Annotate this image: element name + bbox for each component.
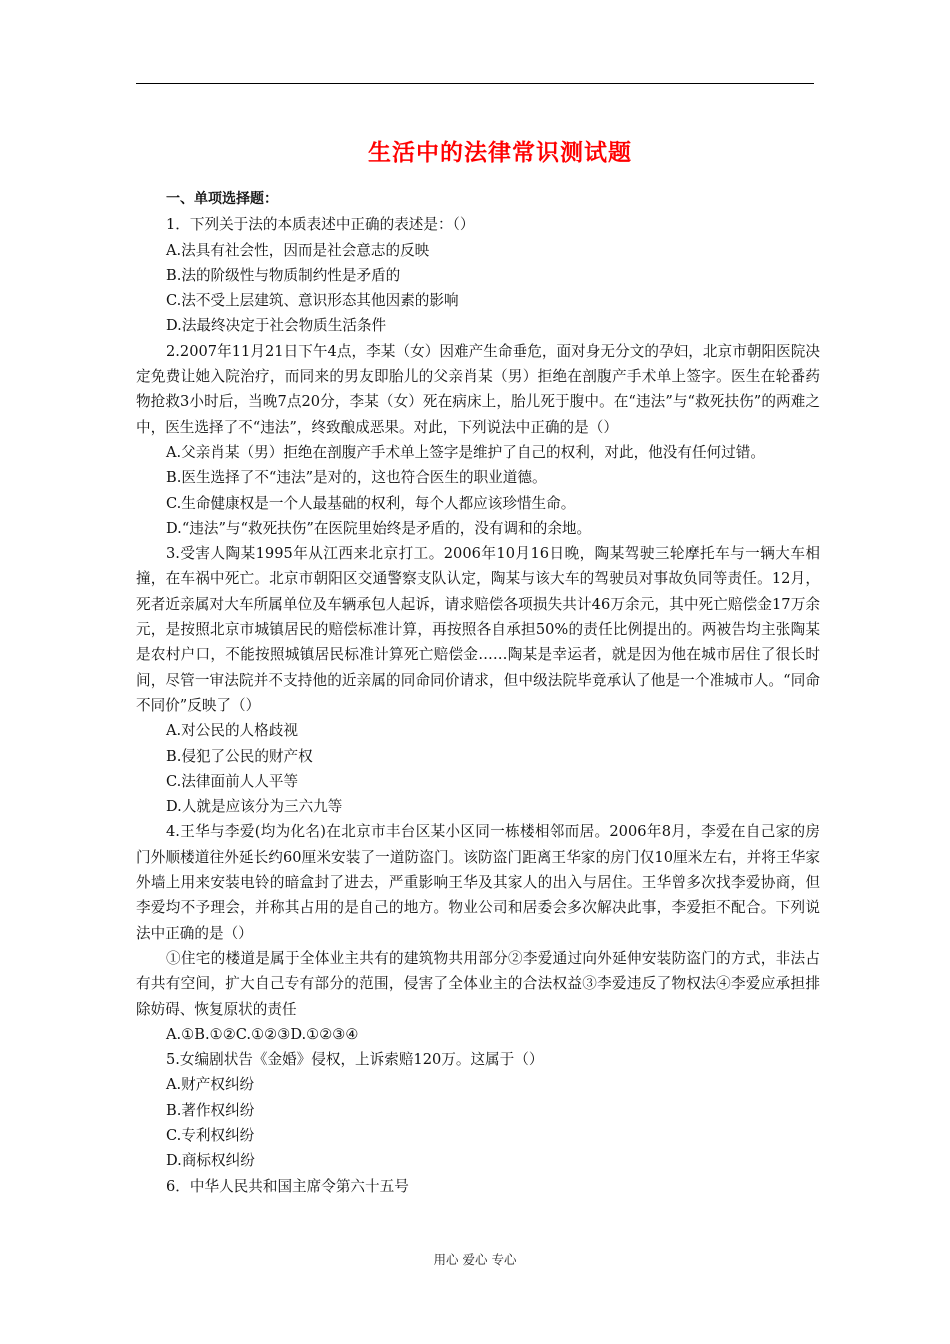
question-1-option-b: B.法的阶级性与物质制约性是矛盾的	[166, 266, 401, 284]
question-5-stem: 5.女编剧状告《金婚》侵权，上诉索赔120万。这属于（）	[166, 1051, 544, 1069]
question-3-option-b: B.侵犯了公民的财产权	[166, 747, 313, 765]
question-2-stem: 2.2007年11月21日下午4点，李某（女）因难产生命垂危，面对身无分文的孕妇，北京市朝阳医院决定免费让她入院治疗，而同来的男友即胎儿的父亲肖某（男）拒绝在剖腹产手术单上签字。医生在轮番药物抢救3小时后，当晚7点20分，李某（女）死在病床上，胎儿死于腹中。在“违法”与“救死扶伤”的两难之中，医生选择了不“违法”，终致酿成恶果。对此，下列说法中正确的是（）	[136, 342, 820, 436]
question-1-option-c: C.法不受上层建筑、意识形态其他因素的影响	[166, 292, 459, 310]
section-heading: 一、单项选择题：	[166, 191, 278, 207]
page-footer: 用心 爱心 专心	[433, 1252, 517, 1267]
question-3-stem: 3.受害人陶某1995年从江西来北京打工。2006年10月16日晚，陶某驾驶三轮摩托车与一辆大车相撞，在车祸中死亡。北京市朝阳区交通警察支队认定，陶某与该大车的驾驶员对事故负同等责任。12月，死者近亲属对大车所属单位及车辆承包人起诉，请求赔偿各项损失共计46万余元，其中死亡赔偿金17万余元，是按照北京市城镇居民的赔偿标准计算，再按照各自承担50%的责任比例提出的。两被告均主张陶某是农村户口，不能按照城镇居民标准计算死亡赔偿金……陶某是幸运者，就是因为他在城市居住了很长时间，尽管一审法院并不支持他的近亲属的同命同价请求，但中级法院毕竟承认了他是一个准城市人。“同命不同价”反映了（）	[136, 545, 820, 714]
question-5-option-a: A.财产权纠纷	[166, 1076, 255, 1094]
question-5-option-b: B.著作权纠纷	[166, 1101, 255, 1119]
question-5-option-d: D.商标权纠纷	[166, 1152, 255, 1170]
question-1-option-a: A.法具有社会性，因而是社会意志的反映	[166, 241, 430, 259]
question-1-option-d: D.法最终决定于社会物质生活条件	[166, 317, 387, 335]
question-4-statements: ①住宅的楼道是属于全体业主共有的建筑物共用部分②李爱通过向外延伸安装防盗门的方式，非法占有共有空间，扩大自己专有部分的范围，侵害了全体业主的合法权益③李爱违反了物权法④李爱应承担排除妨碍、恢复原状的责任	[136, 949, 820, 1018]
question-3-option-a: A.对公民的人格歧视	[166, 722, 298, 740]
question-4-options: A.①B.①②C.①②③D.①②③④	[166, 1025, 359, 1043]
question-5-option-c: C.专利权纠纷	[166, 1126, 255, 1144]
document-body	[136, 187, 820, 1199]
question-1-stem: 1．下列关于法的本质表述中正确的表述是：（）	[166, 216, 475, 234]
question-3-option-c: C.法律面前人人平等	[166, 772, 299, 790]
question-2-option-a: A.父亲肖某（男）拒绝在剖腹产手术单上签字是维护了自己的权利，对此，他没有任何过错。	[166, 443, 765, 461]
question-3-option-d: D.人就是应该分为三六九等	[166, 798, 343, 816]
question-2-option-d: D.“违法”与“救死扶伤”在医院里始终是矛盾的，没有调和的余地。	[166, 519, 592, 537]
question-6-stem: 6．中华人民共和国主席令第六十五号	[166, 1177, 409, 1195]
question-4-stem: 4.王华与李爱(均为化名)在北京市丰台区某小区同一栋楼相邻而居。2006年8月，李爱在自己家的房门外顺楼道往外延长约60厘米安装了一道防盗门。该防盗门距离王华家的房门仅10厘米左右，并将王华家外墙上用来安装电铃的暗盒封了进去，严重影响王华及其家人的出入与居住。王华曾多次找李爱协商，但李爱均不予理会，并称其占用的是自己的地方。物业公司和居委会多次解决此事，李爱拒不配合。下列说法中正确的是（）	[136, 823, 820, 942]
page-title: 生活中的法律常识测试题	[368, 140, 632, 166]
header-rule	[136, 83, 814, 84]
question-2-option-c: C.生命健康权是一个人最基础的权利，每个人都应该珍惜生命。	[166, 494, 576, 512]
question-2-option-b: B.医生选择了不“违法”是对的，这也符合医生的职业道德。	[166, 469, 547, 487]
